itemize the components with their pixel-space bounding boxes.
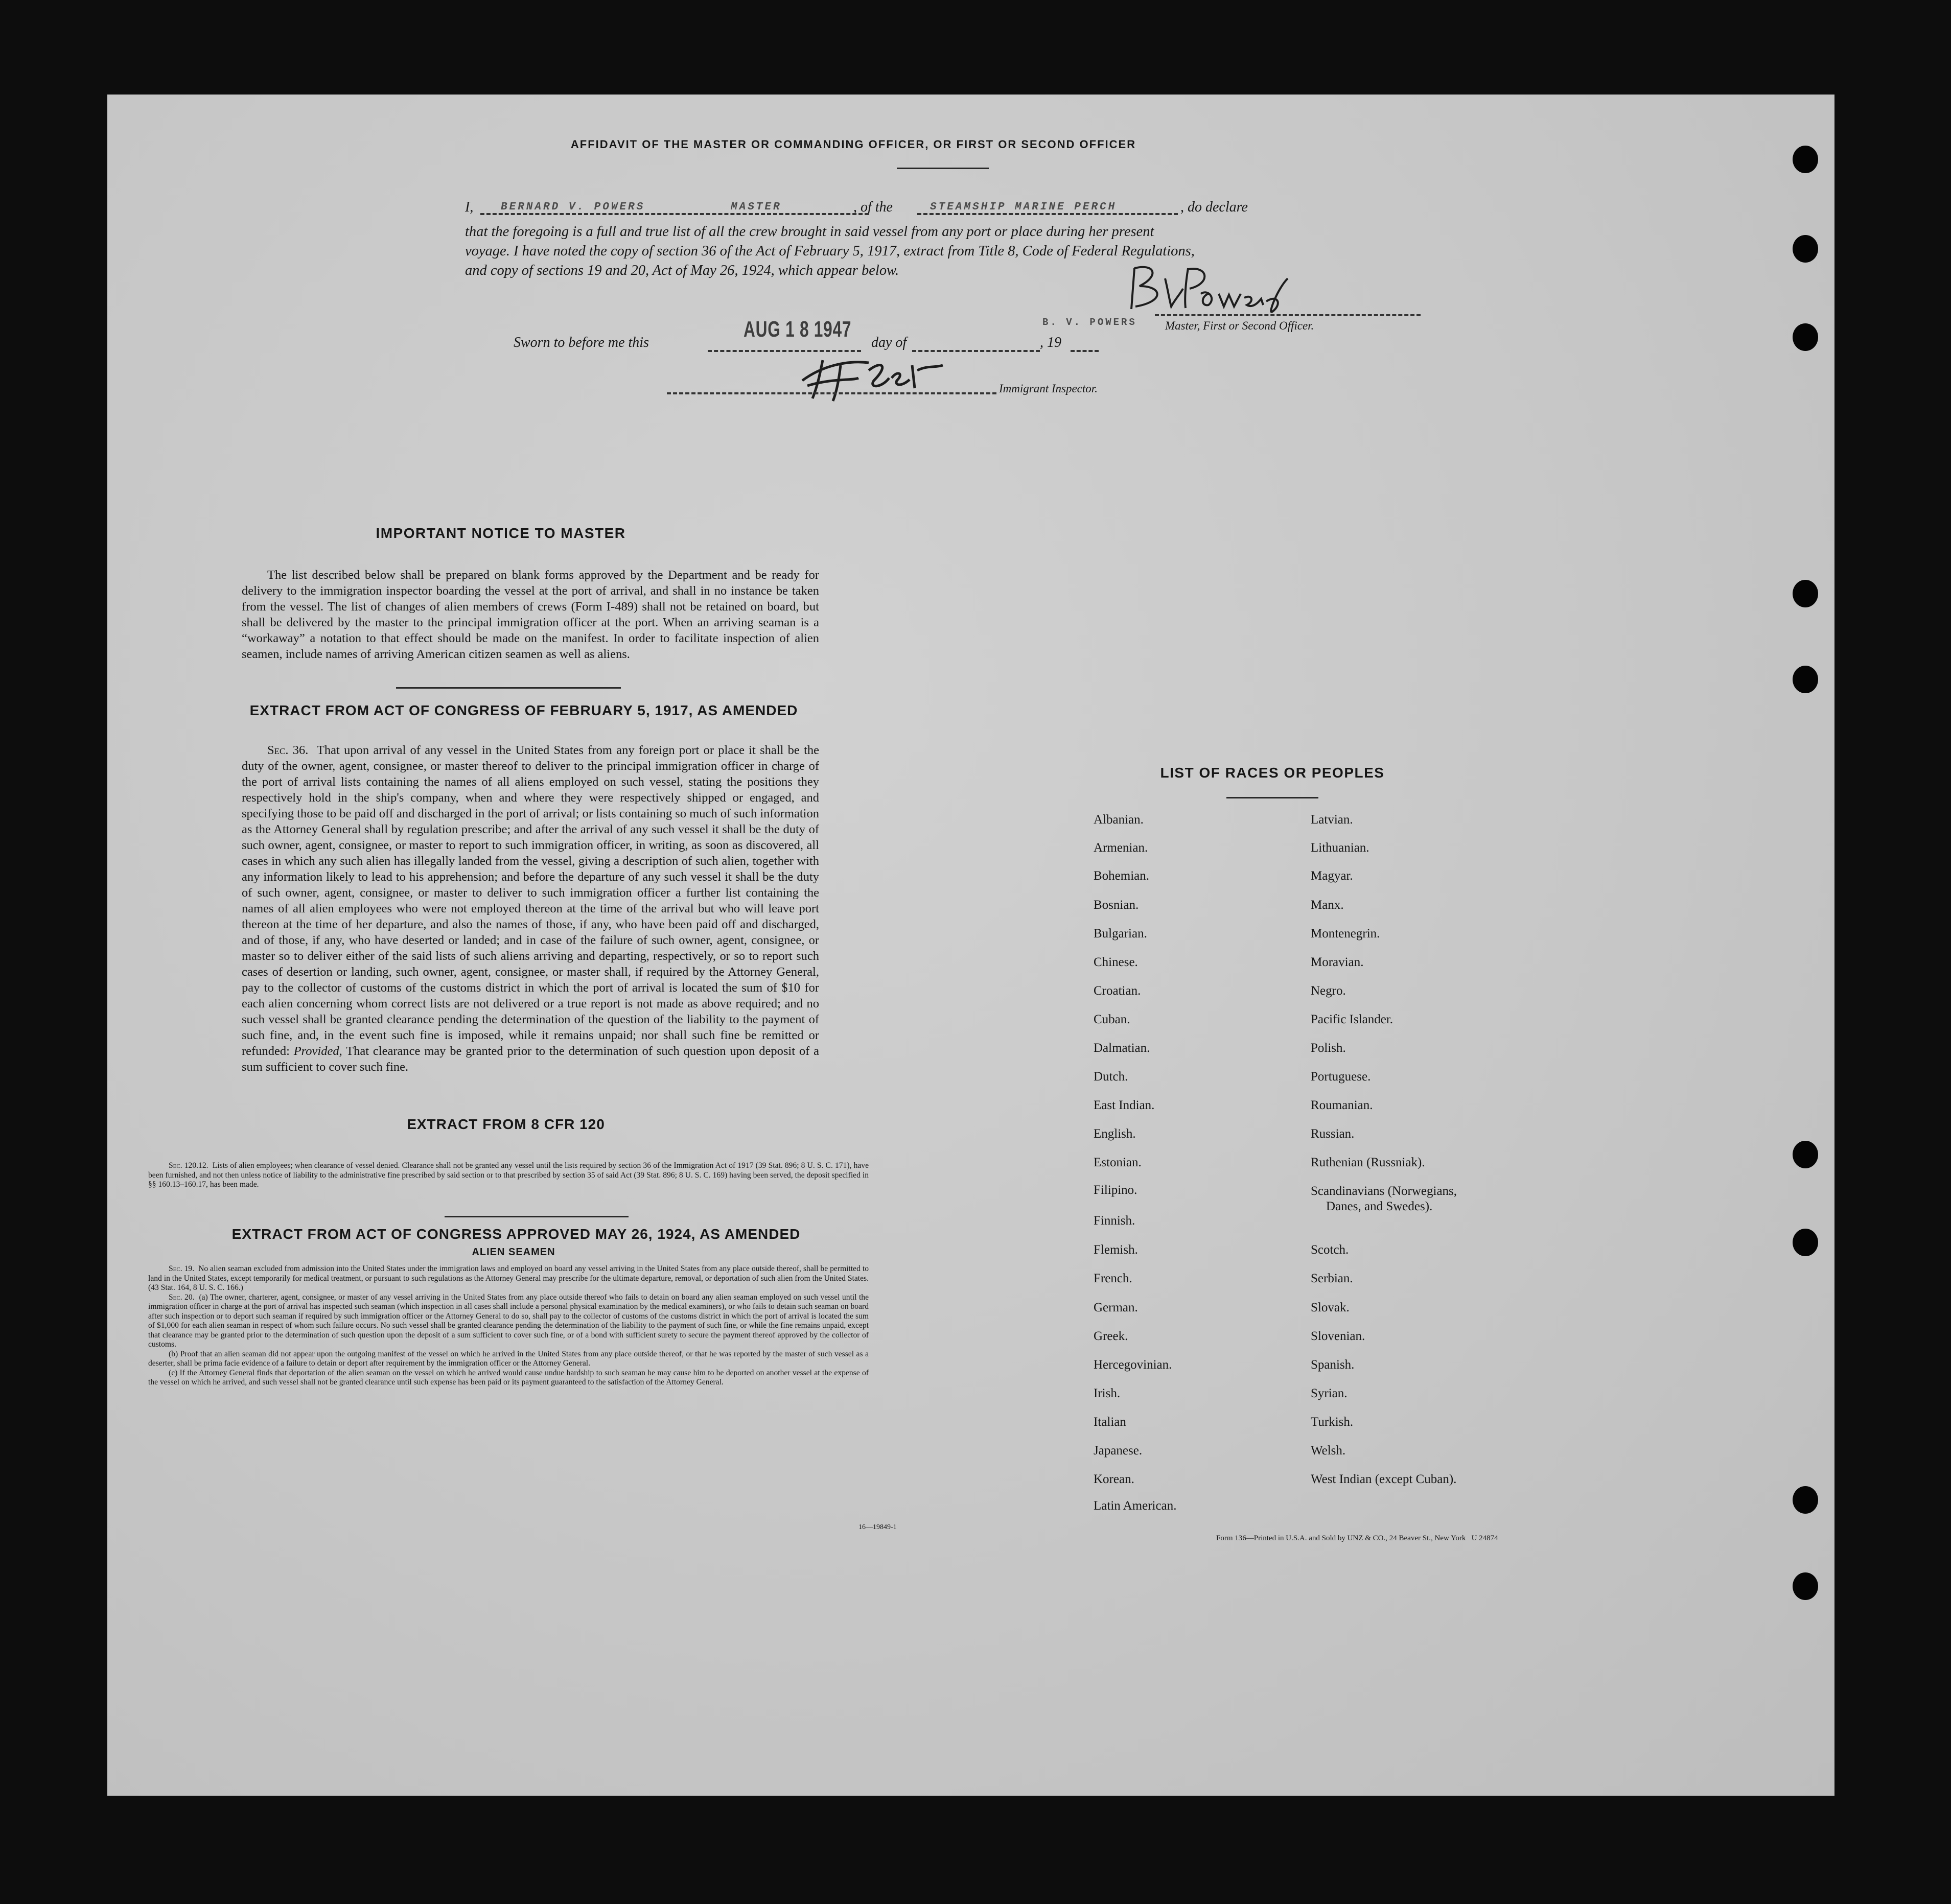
signer-title: Master, First or Second Officer. — [1165, 319, 1314, 332]
section-36-label: Sec. 36. — [267, 743, 309, 757]
race-item: Slovak. — [1311, 1301, 1350, 1314]
vessel-blank-line — [917, 213, 1178, 215]
race-item: Albanian. — [1094, 813, 1144, 827]
punch-hole — [1793, 1572, 1818, 1600]
race-item: Bulgarian. — [1094, 927, 1147, 941]
race-item: Latvian. — [1311, 813, 1353, 827]
race-item: Dutch. — [1094, 1070, 1128, 1084]
race-item: Roumanian. — [1311, 1098, 1373, 1112]
race-item: Greek. — [1094, 1329, 1128, 1343]
notice-title: IMPORTANT NOTICE TO MASTER — [376, 525, 626, 541]
extract-1917-title: EXTRACT FROM ACT OF CONGRESS OF FEBRUARY 5, 1917, AS AMENDED — [249, 702, 798, 718]
race-item: Japanese. — [1094, 1444, 1143, 1458]
document-page — [107, 95, 1834, 1796]
punch-hole — [1793, 1141, 1818, 1168]
race-item: Latin American. — [1094, 1499, 1177, 1513]
do-declare-label: , do declare — [1180, 199, 1248, 215]
notice-body — [242, 567, 819, 662]
provided-label: Provided, — [293, 1044, 342, 1058]
punch-hole — [1793, 666, 1818, 693]
race-item: Turkish. — [1311, 1415, 1354, 1429]
cfr-rule — [445, 1216, 629, 1217]
section-19-text — [148, 1264, 869, 1293]
race-item: English. — [1094, 1127, 1136, 1141]
punch-hole — [1793, 1229, 1818, 1256]
name-blank-line — [480, 213, 869, 215]
race-item: Scandinavians (Norwegians, — [1311, 1184, 1457, 1198]
section-20b-text: (b) Proof that an alien seaman did not appear upon the outgoing manifest of the vessel on which he arrived in the United States from any place outside thereof, or that he was reported by the master of such vessel as a deserter, shall be prima facie evidence of a failure to detain or deport after requirement by the immigration officer or the Attorney General. — [148, 1349, 869, 1368]
race-item: Estonian. — [1094, 1156, 1142, 1169]
title-rule — [897, 168, 989, 169]
declaration-line-1: that the foregoing is a full and true list of all the crew brought in said vessel from any port or place during her present — [465, 224, 1154, 240]
form-code: 16—19849-1 — [858, 1523, 897, 1531]
master-name: BERNARD V. POWERS — [501, 201, 645, 213]
section-20a-body: (a) The owner, charterer, agent, consignee, or master of any vessel arriving in the United States from any place outside thereof who fails to detain on board any alien seaman employed on such vessel until the immigration officer in charge at the port of arrival has inspected such seaman (which inspection in all cases shall include a personal physical examination by the medical examiners), or who fails to detain such seaman on board after such inspection or to deport such seaman if required by such immigration officer or the Attorney General to do so, shall pay to the collector of customs of the customs district in which the port of arrival is located the sum of $1,000 for each alien seaman in respect of whom such failure occurs. No such vessel shall be granted clearance pending the determination of the liability to the payment of such fine, or while the fine remains unpaid, except that clearance may be granted prior to the determination of such question upon the deposit of a sum sufficient to cover such fine, or of a bond with sufficient surety to secure the payment thereof approved by the collector of customs. — [148, 1292, 869, 1349]
extract-cfr-title: EXTRACT FROM 8 CFR 120 — [407, 1116, 605, 1132]
notice-rule — [396, 687, 621, 689]
punch-hole — [1793, 146, 1818, 173]
signature-line — [1155, 314, 1421, 316]
vessel-name: STEAMSHIP MARINE PERCH — [930, 201, 1117, 213]
extract-1917-body — [242, 742, 819, 1075]
section-19-label: Sec. 19. — [169, 1264, 195, 1273]
race-item: Irish. — [1094, 1386, 1121, 1400]
section-120-12-label: Sec. 120.12. — [169, 1161, 208, 1170]
day-of-label: day of — [871, 335, 907, 350]
race-item: Lithuanian. — [1311, 841, 1369, 855]
race-item: Ruthenian (Russniak). — [1311, 1156, 1425, 1169]
master-rank: MASTER — [731, 201, 782, 213]
race-item: Korean. — [1094, 1472, 1134, 1486]
race-item: Cuban. — [1094, 1013, 1130, 1026]
race-item: Armenian. — [1094, 841, 1148, 855]
race-item: Montenegrin. — [1311, 927, 1380, 941]
section-120-12-body: Lists of alien employees; when clearance of vessel denied. Clearance shall not be granted any vessel until the lists required by section 36 of the Immigration Act of 1917 (39 Stat. 896; 8 U. S. C. 171), have been furnished, and not then unless notice of liability to the administrative fine prescribed by said section or to that prescribed by section 35 of said Act (39 Stat. 896; 8 U. S. C. 169) having been served, the deposit specified in §§ 160.13–160.17, has been made. — [148, 1161, 869, 1189]
race-item: Moravian. — [1311, 955, 1364, 969]
race-item: Magyar. — [1311, 869, 1353, 883]
inspector-signature — [792, 350, 945, 404]
section-19-body: No alien seaman excluded from admission into the United States under the immigration laws and employed on board any vessel arriving in the United States from any place outside thereof, shall be permitted to land in the United States, except temporarily for medical treatment, or pursuant to such regulations as the Attorney General may prescribe for the ultimate departure, removal, or deportation of such alien from the United States. (43 Stat. 164, 8 U. S. C. 166.) — [148, 1264, 869, 1292]
race-item: Manx. — [1311, 898, 1344, 912]
section-36-text — [242, 742, 819, 1075]
form-footer: Form 136—Printed in U.S.A. and Sold by UNZ & CO., 24 Beaver St., New York U 24874 — [1216, 1534, 1498, 1542]
races-rule — [1226, 797, 1318, 798]
race-item: Italian — [1094, 1415, 1126, 1429]
section-36-body: That upon arrival of any vessel in the United States from any foreign port or place it shall be the duty of the owner, agent, consignee, or master thereof to deliver to the principal immigration officer in charge of the port of arrival lists containing the names of all aliens employed on such vessel, stating the positions they respectively hold in the ship's company, when and where they were respectively shipped or engaged, and specifying those to be paid off and discharged in the port of arrival; or lists containing so much of such information as the Attorney General shall by regulation prescribe; and after the arrival of any such vessel it shall be the duty of such owner, agent, consignee, or master to report to such immigration officer, in writing, as soon as discovered, all cases in which any such alien has illegally landed from the vessel, giving a description of such alien, together with any information likely to lead to his apprehension; and before the departure of any such vessel it shall be the duty of such owner, agent, consignee, or master to deliver to such immigration officer a further list containing the names of all alien employees who were not employed thereon at the time of the arrival but who will leave port thereon at the time of her departure, and also the names of those, if any, who have been paid off and discharged, and of those, if any, who have deserted or landed; and in case of the failure of such owner, agent, consignee, or master so to deliver either of the said lists of such aliens arriving and departing, respectively, or so to report such cases of desertion or landing, such owner, agent, consignee, or master shall, if required by the Attorney General, pay to the collector of customs of the customs district in which the port of arrival is located the sum of $10 for each alien concerning whom correct lists are not delivered or a true report is not made as above required; and no such vessel shall be granted clearance pending the determination of the question of the liability to the payment of such fine, and, in the event such fine is imposed, while it remains unpaid; nor shall such fine be remitted or refunded: — [242, 743, 819, 1058]
punch-hole — [1793, 323, 1818, 351]
race-item: East Indian. — [1094, 1098, 1155, 1112]
notice-text: The list described below shall be prepared on blank forms approved by the Department and be ready for delivery to the immigration inspector boarding the vessel at the port of arrival, and shall in no instance be taken from the vessel. The list of changes of alien members of crews (Form I-489) shall not be retained on board, but shall be delivered by the master to the principal immigration officer at the port. When an arriving seaman is a “workaway” a notation to that effect should be made on the manifest. In order to facilitate inspection of alien seamen, include names of arriving American citizen seamen as well as aliens. — [242, 568, 819, 661]
year-line — [1071, 350, 1099, 352]
race-item: Negro. — [1311, 984, 1346, 998]
of-the-label: , of the — [853, 199, 893, 215]
declaration-text — [465, 222, 1548, 280]
race-item: Danes, and Swedes). — [1326, 1200, 1433, 1213]
race-item: Portuguese. — [1311, 1070, 1371, 1084]
declaration-line-2: voyage. I have noted the copy of section 36 of the Act of February 5, 1917, extract from Title 8, Code of Federal Regulations, — [465, 243, 1195, 259]
race-item: French. — [1094, 1272, 1132, 1285]
punch-hole — [1793, 235, 1818, 263]
race-item: Syrian. — [1311, 1386, 1348, 1400]
race-item: Bohemian. — [1094, 869, 1150, 883]
declaration-line-3: and copy of sections 19 and 20, Act of May 26, 1924, which appear below. — [465, 263, 899, 278]
race-item: Bosnian. — [1094, 898, 1139, 912]
race-item: Pacific Islander. — [1311, 1013, 1393, 1026]
sworn-label: Sworn to before me this — [514, 335, 649, 350]
race-item: Serbian. — [1311, 1272, 1353, 1285]
section-20c-text: (c) If the Attorney General finds that deportation of the alien seaman on the vessel on which he arrived would cause undue hardship to such seaman he may cause him to be deported on another vessel at the expense of the vessel on which he arrived, and such vessel shall not be granted clearance until such expense has been paid or its payment guaranteed to the satisfaction of the Attorney General. — [148, 1368, 869, 1386]
race-item: Flemish. — [1094, 1243, 1138, 1257]
affidavit-title: AFFIDAVIT OF THE MASTER OR COMMANDING OFFICER, OR FIRST OR SECOND OFFICER — [570, 138, 1136, 151]
race-item: Spanish. — [1311, 1358, 1355, 1372]
race-item: West Indian (except Cuban). — [1311, 1472, 1457, 1486]
punch-hole — [1793, 1486, 1818, 1514]
punch-hole — [1793, 580, 1818, 607]
race-item: Croatian. — [1094, 984, 1141, 998]
race-item: Chinese. — [1094, 955, 1138, 969]
race-item: Dalmatian. — [1094, 1041, 1150, 1055]
race-item: Slovenian. — [1311, 1329, 1365, 1343]
extract-1924-title: EXTRACT FROM ACT OF CONGRESS APPROVED MAY 26, 1924, AS AMENDED — [231, 1226, 801, 1242]
extract-cfr-body — [148, 1161, 869, 1190]
provided-text: That clearance may be granted prior to the determination of such question upon deposit of a sum sufficient to cover such fine. — [242, 1044, 819, 1074]
alien-seamen-subtitle: ALIEN SEAMEN — [472, 1247, 555, 1258]
section-20-label: Sec. 20. — [169, 1292, 195, 1302]
race-item: Hercegovinian. — [1094, 1358, 1172, 1372]
race-item: Polish. — [1311, 1041, 1346, 1055]
date-stamp: AUG 1 8 1947 — [744, 317, 852, 342]
master-signature — [1124, 258, 1293, 314]
inspector-line — [667, 392, 996, 394]
race-item: Filipino. — [1094, 1183, 1137, 1197]
section-20a-text — [148, 1293, 869, 1350]
year-label: , 19 — [1040, 335, 1061, 350]
inspector-label: Immigrant Inspector. — [999, 382, 1098, 395]
extract-1924-body — [148, 1264, 869, 1388]
race-item: Welsh. — [1311, 1444, 1346, 1458]
race-item: Scotch. — [1311, 1243, 1349, 1257]
section-120-12-text — [148, 1161, 869, 1190]
race-item: German. — [1094, 1301, 1138, 1314]
races-title: LIST OF RACES OR PEOPLES — [1160, 765, 1385, 781]
i-label: I, — [465, 199, 474, 215]
race-item: Finnish. — [1094, 1214, 1135, 1228]
race-item: Russian. — [1311, 1127, 1355, 1141]
typed-signer: B. V. POWERS — [1042, 317, 1137, 328]
